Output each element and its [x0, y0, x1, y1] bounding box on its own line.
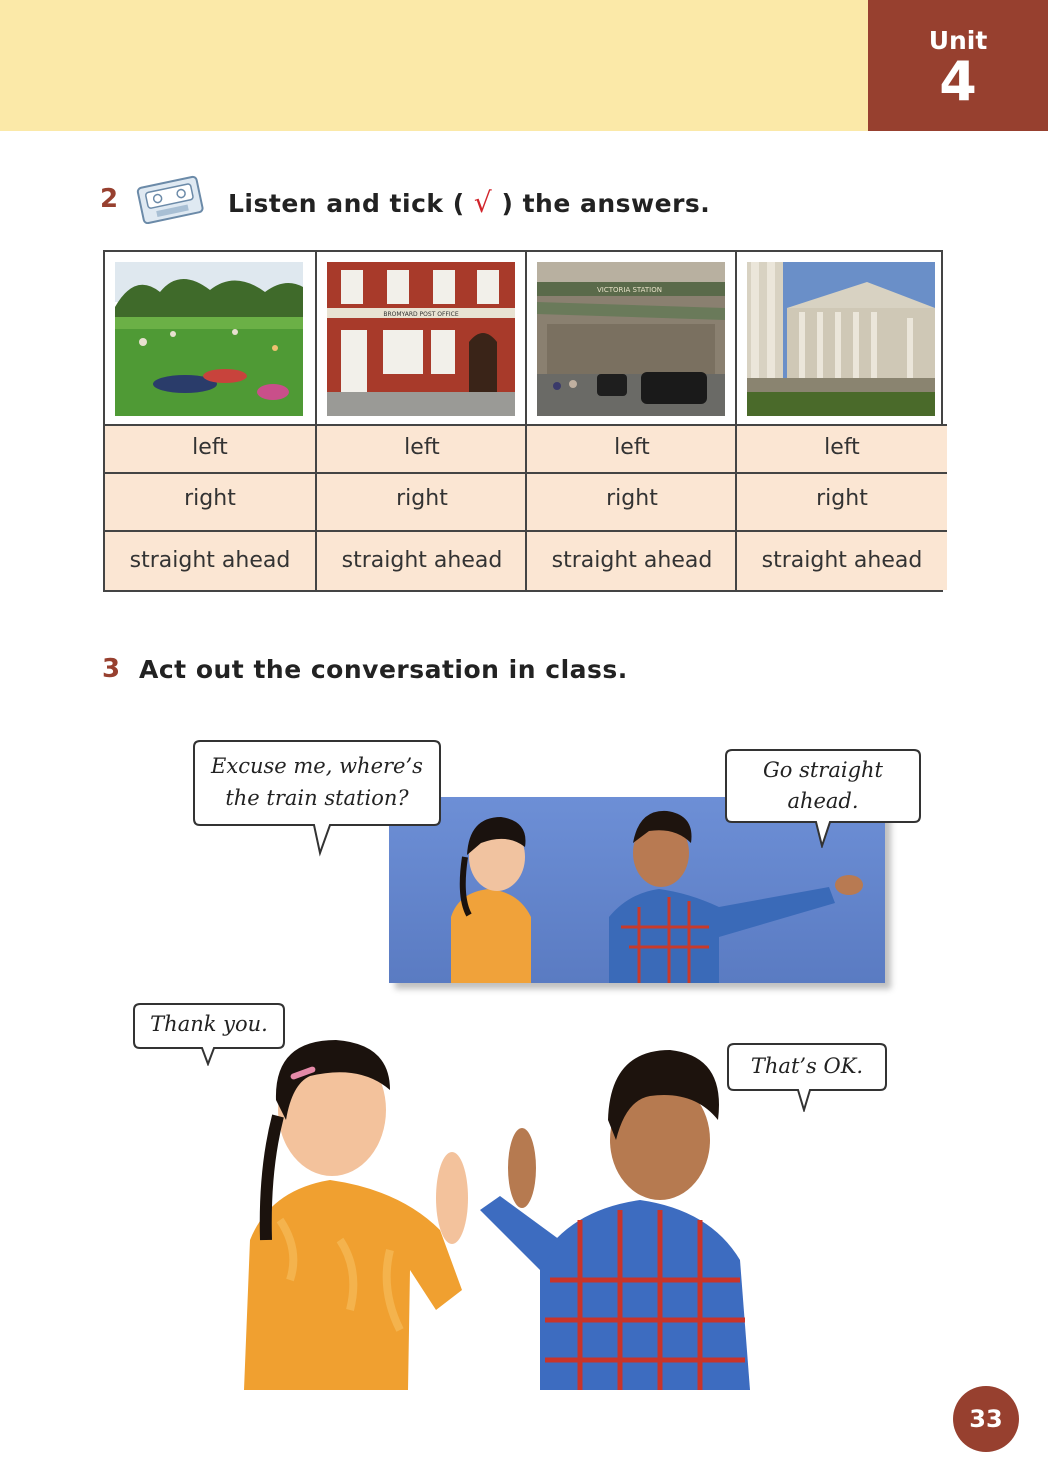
table-column	[315, 252, 527, 590]
bubble-line: Excuse me, where’s	[211, 754, 423, 778]
option-left[interactable]: left	[737, 424, 947, 472]
unit-badge	[868, 0, 1048, 131]
bubble-line: Go straight	[763, 758, 883, 782]
tick-icon: √	[473, 186, 493, 219]
table-column	[525, 252, 737, 590]
bubble-line: ahead.	[787, 789, 859, 813]
section-3-title: Act out the conversation in class.	[139, 655, 628, 684]
table-column	[735, 252, 947, 590]
option-straight-ahead[interactable]: straight ahead	[527, 530, 737, 590]
bubble-line: That’s OK.	[750, 1054, 864, 1078]
train-station-photo	[537, 262, 725, 416]
park-photo	[115, 262, 303, 416]
speech-bubble-answer	[722, 746, 924, 848]
option-right[interactable]: right	[737, 472, 947, 530]
option-straight-ahead[interactable]: straight ahead	[317, 530, 527, 590]
section-3-number: 3	[102, 654, 121, 684]
cassette-icon	[134, 174, 206, 224]
unit-number: 4	[939, 50, 977, 113]
page-number: 33	[953, 1386, 1019, 1452]
conversation-photo-bottom	[240, 1020, 760, 1390]
answer-table	[103, 250, 943, 592]
speech-bubble-reply	[724, 1040, 890, 1112]
station-sign: VICTORIA STATION	[597, 286, 662, 294]
title-part-1: Listen and tick (	[228, 189, 465, 218]
section-2-title	[228, 186, 710, 219]
bubble-line: the train station?	[225, 786, 409, 810]
table-column	[105, 252, 315, 590]
post-office-photo	[327, 262, 515, 416]
section-2-number: 2	[100, 184, 119, 214]
option-right[interactable]: right	[105, 472, 315, 530]
post-office-sign: BROMYARD POST OFFICE	[383, 311, 459, 318]
bubble-line: Thank you.	[150, 1012, 268, 1036]
title-part-2: ) the answers.	[501, 189, 711, 218]
option-straight-ahead[interactable]: straight ahead	[737, 530, 947, 590]
option-right[interactable]: right	[527, 472, 737, 530]
speech-bubble-thanks	[130, 1000, 288, 1066]
header-band	[0, 0, 868, 131]
speech-bubble-question	[190, 737, 444, 857]
option-left[interactable]: left	[317, 424, 527, 472]
option-straight-ahead[interactable]: straight ahead	[105, 530, 315, 590]
option-left[interactable]: left	[527, 424, 737, 472]
museum-photo	[747, 262, 935, 416]
option-left[interactable]: left	[105, 424, 315, 472]
unit-label: Unit	[928, 26, 988, 55]
option-right[interactable]: right	[317, 472, 527, 530]
